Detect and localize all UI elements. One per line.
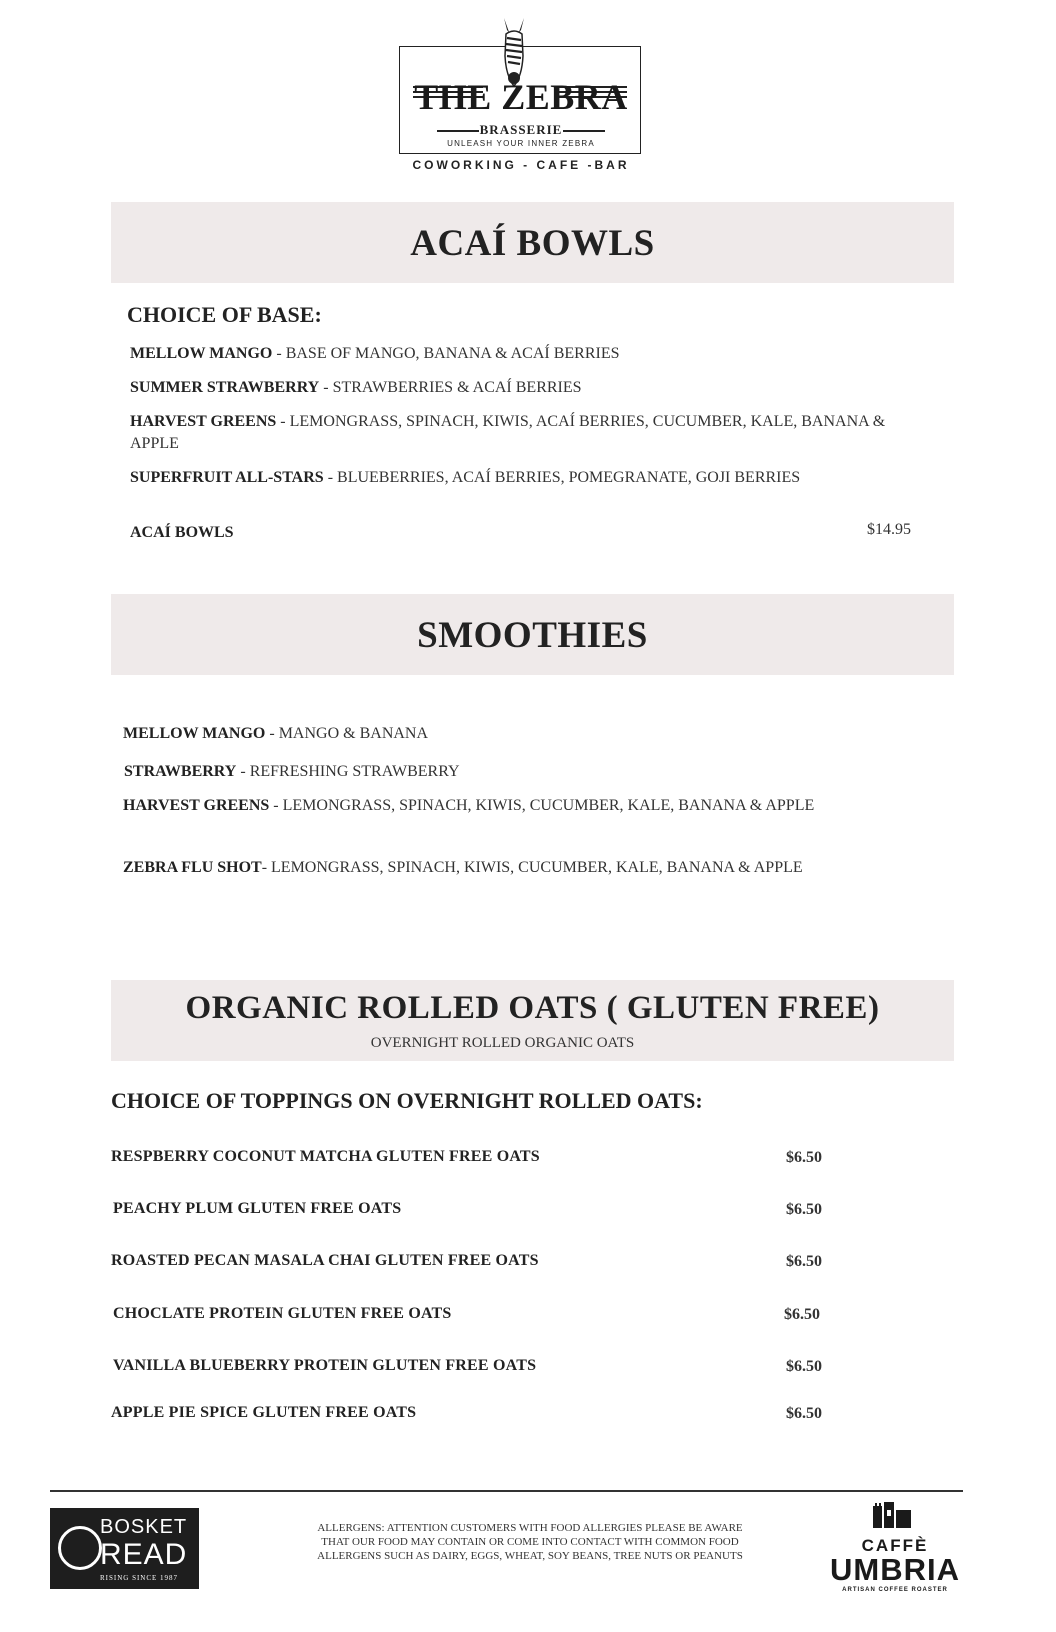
acai-banner (111, 202, 954, 283)
oats-subtitle: OVERNIGHT ROLLED ORGANIC OATS (370, 1035, 635, 1051)
oats-banner (111, 980, 954, 1061)
oat-item-name: CHOCLATE PROTEIN GLUTEN FREE OATS (113, 1305, 452, 1322)
smoothie-item-desc: - LEMONGRASS, SPINACH, KIWIS, CUCUMBER, KALE, BANANA & APPLE (261, 859, 803, 876)
bosket-b-icon (58, 1526, 102, 1570)
acai-item-name: SUPERFRUIT ALL-STARS (130, 469, 324, 486)
acai-item (130, 377, 890, 399)
oat-item-name: PEACHY PLUM GLUTEN FREE OATS (113, 1200, 402, 1217)
logo-subtitle: BRASSERIE (479, 122, 563, 137)
toppings-heading: CHOICE OF TOPPINGS ON OVERNIGHT ROLLED OATS: (111, 1088, 703, 1113)
smoothie-item-desc: - LEMONGRASS, SPINACH, KIWIS, CUCUMBER, KALE, BANANA & APPLE (269, 797, 815, 814)
footer-divider (50, 1490, 963, 1492)
smoothie-item-name: ZEBRA FLU SHOT (123, 859, 262, 876)
acai-item-desc: - BLUEBERRIES, ACAÍ BERRIES, POMEGRANATE, GOJI BERRIES (323, 469, 801, 486)
bosket-bread-logo (50, 1508, 199, 1589)
oat-item-price: $6.50 (786, 1201, 822, 1218)
castle-icon (871, 1500, 913, 1528)
smoothie-item (124, 761, 884, 783)
smoothie-item-name: MELLOW MANGO (123, 725, 266, 742)
smoothie-item-desc: - MANGO & BANANA (265, 725, 429, 742)
smoothie-item-desc: - REFRESHING STRAWBERRY (236, 763, 460, 780)
oat-item-price: $6.50 (786, 1358, 822, 1375)
acai-item-name: MELLOW MANGO (130, 345, 273, 362)
logo-title: THE ZEBRA (414, 77, 628, 117)
acai-item-desc: - BASE OF MANGO, BANANA & ACAÍ BERRIES (272, 345, 620, 362)
oat-item-price: $6.50 (784, 1306, 820, 1323)
oat-item-name: APPLE PIE SPICE GLUTEN FREE OATS (111, 1404, 417, 1421)
allergen-line: ALLERGENS: ATTENTION CUSTOMERS WITH FOOD ALLERGIES PLEASE BE AWARE (317, 1522, 743, 1534)
acai-item (130, 467, 830, 489)
logo-tagline: UNLEASH YOUR INNER ZEBRA (447, 139, 595, 148)
acai-item-desc: - STRAWBERRIES & ACAÍ BERRIES (319, 379, 582, 396)
acai-item-name: SUMMER STRAWBERRY (130, 379, 320, 396)
umbria-line2: UMBRIA (830, 1552, 960, 1587)
section-title-oats: ORGANIC ROLLED OATS ( GLUTEN FREE) (185, 990, 880, 1026)
oat-item-price: $6.50 (786, 1149, 822, 1166)
smoothie-item (123, 857, 853, 879)
bosket-line3: RISING SINCE 1987 (100, 1574, 179, 1582)
oat-item-name: VANILLA BLUEBERRY PROTEIN GLUTEN FREE OATS (113, 1357, 537, 1374)
oat-item-name: RESPBERRY COCONUT MATCHA GLUTEN FREE OATS (111, 1148, 540, 1165)
umbria-line3: ARTISAN COFFEE ROASTER (842, 1587, 948, 1593)
bosket-line1: BOSKET (100, 1516, 188, 1538)
allergen-line: ALLERGENS SUCH AS DAIRY, EGGS, WHEAT, SOY BEANS, TREE NUTS OR PEANUTS (317, 1550, 743, 1562)
smoothie-item (123, 795, 853, 817)
acai-item-name: HARVEST GREENS (130, 413, 277, 430)
smoothie-item (123, 723, 883, 745)
allergen-notice (290, 1521, 770, 1563)
smoothie-item-name: HARVEST GREENS (123, 797, 270, 814)
acai-price-row (130, 522, 890, 544)
section-title-smoothies: SMOOTHIES (417, 615, 648, 656)
section-title-acai: ACAÍ BOWLS (410, 223, 655, 264)
caffe-umbria-logo (815, 1498, 975, 1598)
acai-item (130, 411, 900, 455)
acai-item (130, 343, 890, 365)
oat-item-price: $6.50 (786, 1405, 822, 1422)
smoothie-item-name: STRAWBERRY (124, 763, 237, 780)
smoothies-banner (111, 594, 954, 675)
allergen-line: THAT OUR FOOD MAY CONTAIN OR COME INTO CONTACT WITH COMMON FOOD (321, 1536, 739, 1548)
acai-item-desc: - LEMONGRASS, SPINACH, KIWIS, ACAÍ BERRIES, CUCUMBER, KALE, BANANA & APPLE (130, 413, 886, 452)
logo-services: COWORKING - CAFE -BAR (412, 158, 630, 172)
acai-price: $14.95 (867, 521, 911, 538)
oat-item-price: $6.50 (786, 1253, 822, 1270)
umbria-line1: CAFFÈ (861, 1536, 929, 1555)
acai-price-label: ACAÍ BOWLS (130, 524, 234, 541)
bosket-line2: READ (100, 1538, 188, 1571)
brand-logo (395, 16, 647, 176)
choice-of-base-heading: CHOICE OF BASE: (127, 302, 322, 327)
oat-item-name: ROASTED PECAN MASALA CHAI GLUTEN FREE OATS (111, 1252, 539, 1269)
